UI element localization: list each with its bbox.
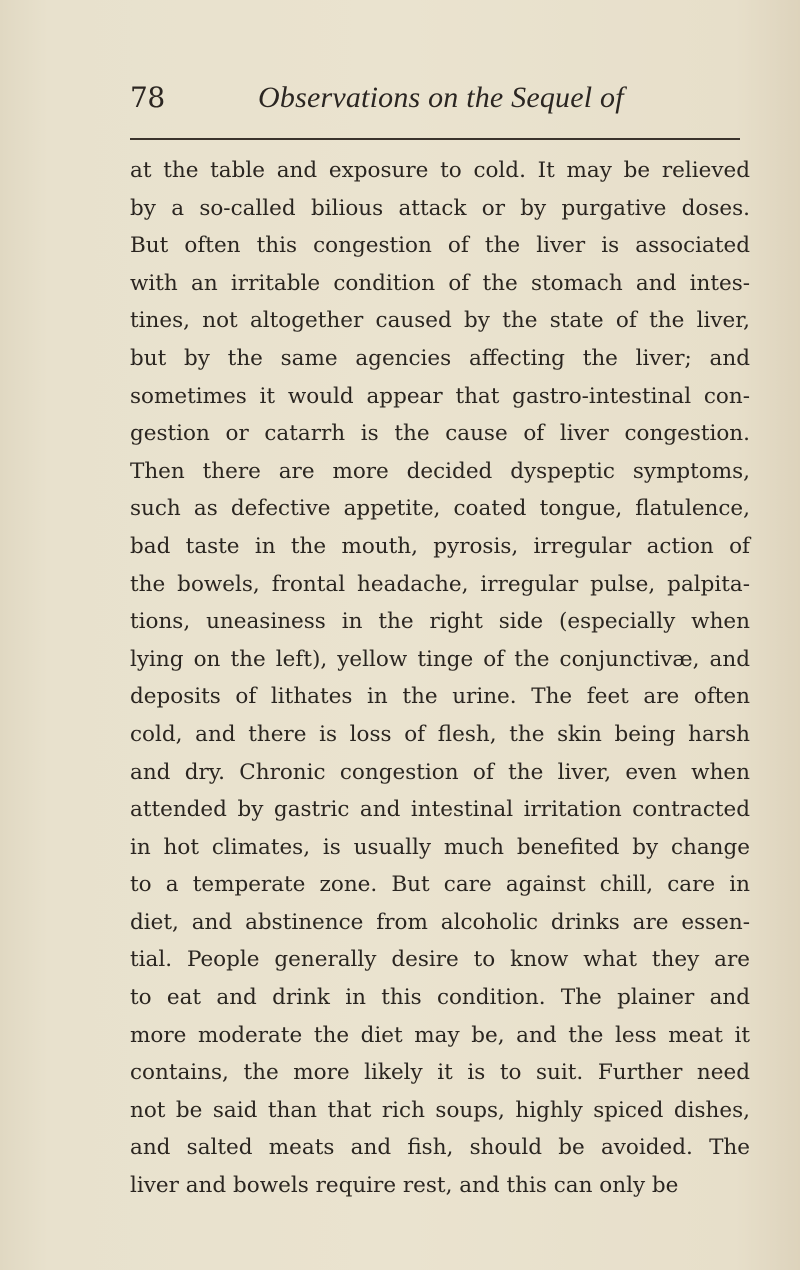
text-line: to eat and drink in this condition. The plainer and — [130, 985, 750, 1011]
text-line: contains, the more likely it is to suit. Further need — [130, 1060, 750, 1086]
text-line: diet, and abstinence from alcoholic drinks are essen- — [130, 909, 750, 935]
text-line: more moderate the diet may be, and the less meat it — [130, 1022, 750, 1048]
text-line: sometimes it would appear that gastro-intestinal con- — [130, 383, 750, 409]
page-header — [130, 78, 770, 118]
body-text — [130, 152, 750, 1205]
text-line: not be said than that rich soups, highly spiced dishes, — [130, 1097, 750, 1123]
page-number: 78 — [130, 81, 165, 114]
text-line: bad taste in the mouth, pyrosis, irregular action of — [130, 533, 750, 559]
text-line: and dry. Chronic congestion of the liver, even when — [130, 759, 750, 785]
text-line: Then there are more decided dyspeptic symptoms, — [130, 458, 750, 484]
header-rule — [130, 138, 740, 140]
text-line: tions, uneasiness in the right side (especially when — [130, 609, 750, 635]
text-line: in hot climates, is usually much benefited by change — [130, 834, 750, 860]
text-line: the bowels, frontal headache, irregular pulse, palpita- — [130, 571, 750, 597]
text-line: deposits of lithates in the urine. The feet are often — [130, 684, 750, 710]
text-line: by a so-called bilious attack or by purgative doses. — [130, 195, 750, 221]
text-line: liver and bowels require rest, and this can only be — [130, 1173, 679, 1199]
text-line: lying on the left), yellow tinge of the conjunctivæ, and — [130, 646, 750, 672]
text-line: with an irritable condition of the stomach and intes- — [130, 270, 750, 296]
text-line: tial. People generally desire to know what they are — [130, 947, 750, 973]
running-title: Observations on the Sequel of — [258, 81, 624, 114]
text-line: at the table and exposure to cold. It may be relieved — [130, 158, 750, 183]
text-line: and salted meats and fish, should be avoided. The — [130, 1135, 750, 1161]
text-line: such as defective appetite, coated tongue, flatulence, — [130, 496, 750, 522]
text-line: gestion or catarrh is the cause of liver congestion. — [130, 421, 750, 447]
text-line: attended by gastric and intestinal irritation contracted — [130, 797, 750, 823]
text-line: But often this congestion of the liver is associated — [130, 233, 750, 259]
text-line: to a temperate zone. But care against chill, care in — [130, 872, 750, 898]
text-line: cold, and there is loss of flesh, the skin being harsh — [130, 721, 750, 747]
text-line: but by the same agencies affecting the liver; and — [130, 345, 750, 371]
text-line: tines, not altogether caused by the state of the liver, — [130, 308, 750, 334]
